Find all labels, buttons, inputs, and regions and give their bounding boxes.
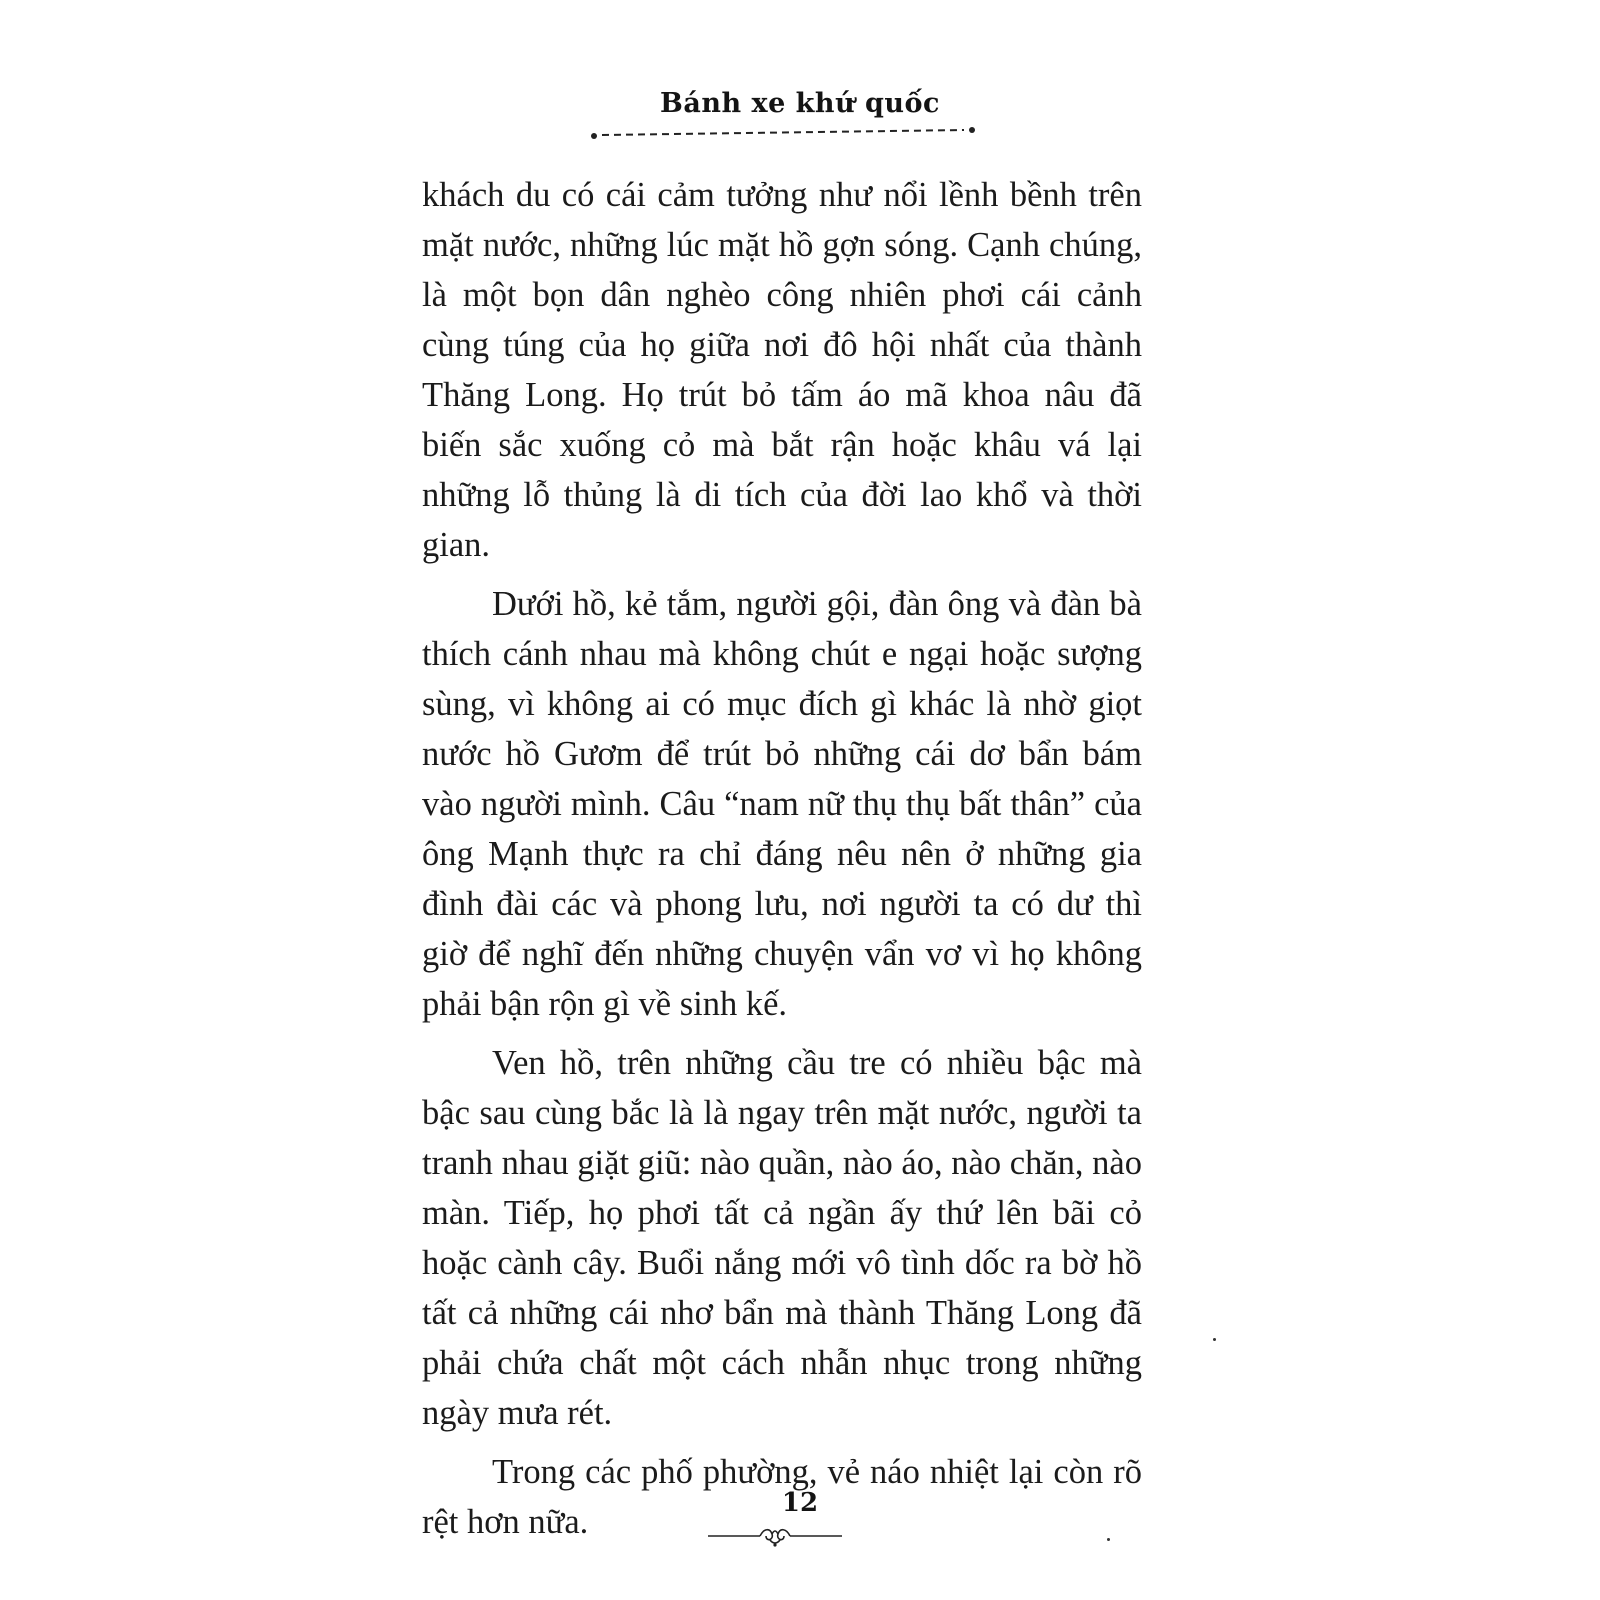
ornament-scroll <box>760 1530 790 1543</box>
paper-speck <box>1213 1338 1216 1341</box>
ornament-center-dot <box>773 1543 776 1546</box>
rule-left-dot <box>591 133 597 139</box>
paragraph-3: Ven hồ, trên những cầu tre có nhiều bậc mà bậc sau cùng bắc là là ngay trên mặt nước, người ta tranh nhau giặt giũ: nào quần, nào áo, nào chăn, nào màn. Tiếp, họ phơi tất cả ngần ấy thứ lên bãi cỏ hoặc cành cây. Buổi nắng mới vô tình dốc ra bờ hồ tất cả những cái nhơ bẩn mà thành Thăng Long đã phải chứa chất một cách nhẫn nhục trong những ngày mưa rét. <box>422 1044 1142 1432</box>
paper-speck <box>1107 1538 1110 1541</box>
flourish-ornament-icon <box>708 1524 842 1548</box>
paragraph-4: Trong các phố phường, vẻ náo nhiệt lại còn rõ rệt hơn nữa. <box>422 1453 1142 1541</box>
header-dashed-rule <box>590 126 976 142</box>
paragraph-2: Dưới hồ, kẻ tắm, người gội, đàn ông và đàn bà thích cánh nhau mà không chút e ngại hoặc sượng sùng, vì không ai có mục đích gì khác là nhờ giọt nước hồ Gươm để trút bỏ những cái dơ bẩn bám vào người mình. Câu “nam nữ thụ thụ bất thân” của ông Mạnh thực ra chỉ đáng nêu nên ở những gia đình đài các và phong lưu, nơi người ta có dư thì giờ để nghĩ đến những chuyện vẩn vơ vì họ không phải bận rộn gì về sinh kế. <box>422 585 1142 1023</box>
rule-dashes <box>602 130 964 135</box>
paragraph-1: khách du có cái cảm tưởng như nổi lềnh bềnh trên mặt nước, những lúc mặt hồ gợn sóng. Cạnh chúng, là một bọn dân nghèo công nhiên phơi cái cảnh cùng túng của họ giữa nơi đô hội nhất của thành Thăng Long. Họ trút bỏ tấm áo mã khoa nâu đã biến sắc xuống cỏ mà bắt rận hoặc khâu vá lại những lỗ thủng là di tích của đời lao khổ và thời gian. <box>422 176 1142 564</box>
running-title: Bánh xe khứ quốc <box>660 88 940 119</box>
rule-right-dot <box>969 127 975 133</box>
page-number: 12 <box>781 1488 819 1518</box>
body-text <box>422 170 1142 1556</box>
